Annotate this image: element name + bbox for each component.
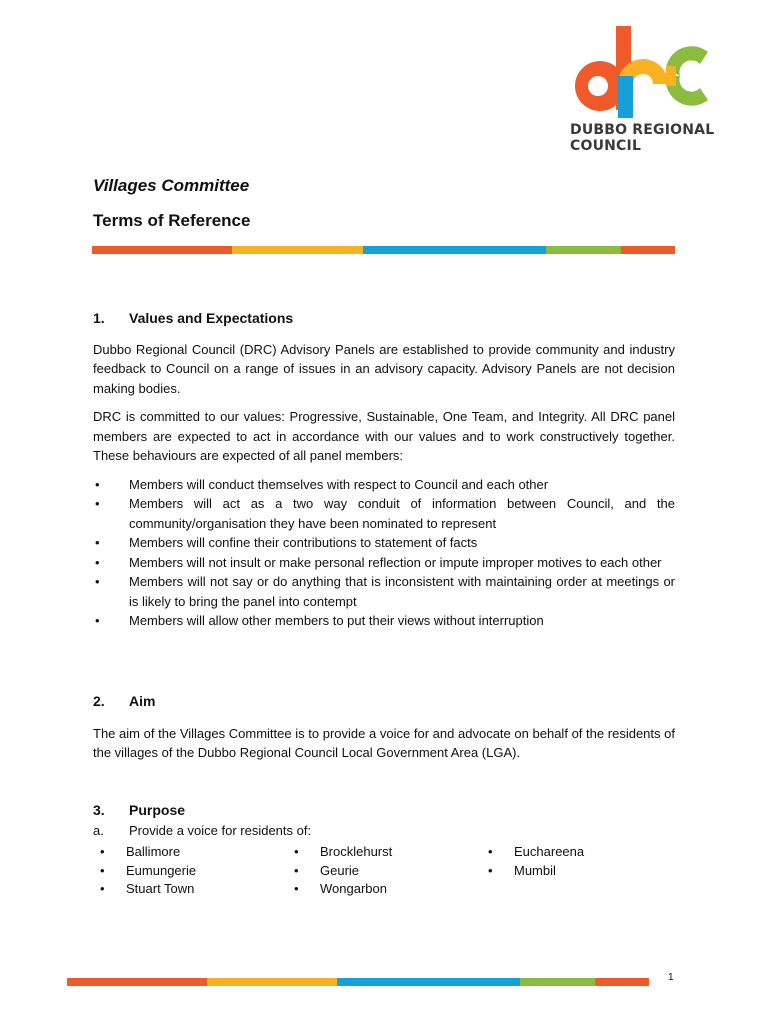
- section-title: Aim: [129, 693, 156, 709]
- section-heading: [93, 801, 675, 821]
- page-number: 1: [668, 972, 674, 983]
- drc-logo: [568, 26, 716, 154]
- section-number: 2.: [93, 693, 105, 709]
- village-item: • Stuart Town: [100, 880, 294, 899]
- logo-wordmark: [570, 122, 716, 154]
- logo-line-2: COUNCIL: [570, 138, 642, 154]
- list-item: • Members will allow other members to put their views without interruption: [93, 611, 675, 631]
- village-item: • Ballimore: [100, 843, 294, 862]
- section-values: [93, 309, 675, 631]
- paragraph: Dubbo Regional Council (DRC) Advisory Panels are established to provide community and industry feedback to Council on a range of issues in an advisory capacity. Advisory Panels are not decision making bodies.: [93, 341, 675, 396]
- section-number: 1.: [93, 310, 105, 326]
- section-heading: [93, 309, 675, 329]
- document-title: Villages Committee: [93, 176, 250, 195]
- villages-list: [100, 843, 648, 899]
- village-item: • Geurie: [294, 862, 488, 881]
- footer-color-stripe: [67, 978, 649, 986]
- list-item: • Members will not say or do anything that is inconsistent with maintaining order at meetings or is likely to bring the panel into contempt: [93, 572, 675, 611]
- expectations-list: [93, 475, 675, 631]
- list-item: • Members will conduct themselves with respect to Council and each other: [93, 475, 675, 495]
- paragraph: The aim of the Villages Committee is to provide a voice for and advocate on behalf of the residents of the villages of the Dubbo Regional Council Local Government Area (LGA).: [93, 725, 675, 760]
- section-aim: [93, 692, 675, 763]
- section-heading: [93, 692, 675, 712]
- village-item: • Brocklehurst: [294, 843, 488, 862]
- village-name: Stuart Town: [126, 881, 195, 896]
- village-item: • Mumbil: [488, 862, 648, 881]
- village-item: • Eumungerie: [100, 862, 294, 881]
- document-subtitle: Terms of Reference: [93, 211, 251, 230]
- village-name: Brocklehurst: [320, 844, 393, 859]
- section-title: Purpose: [129, 802, 186, 818]
- list-item: • Members will confine their contributions to statement of facts: [93, 533, 675, 553]
- section-title: Values and Expectations: [129, 310, 294, 326]
- list-item: • Members will not insult or make personal reflection or impute improper motives to each other: [93, 553, 675, 573]
- village-name: Eumungerie: [126, 862, 197, 878]
- logo-line-1: DUBBO REGIONAL: [570, 122, 715, 138]
- village-name: Geurie: [320, 862, 360, 878]
- header-color-stripe: [92, 246, 675, 254]
- drc-logo-icon: [568, 26, 712, 118]
- village-name: Wongarbon: [320, 881, 387, 896]
- village-name: Mumbil: [514, 862, 556, 878]
- village-name: Euchareena: [514, 844, 585, 859]
- section-purpose: [93, 801, 675, 840]
- item-letter: a.: [93, 822, 104, 838]
- item-text: Provide a voice for residents of:: [129, 822, 312, 838]
- village-name: Ballimore: [126, 844, 181, 859]
- paragraph: DRC is committed to our values: Progressive, Sustainable, One Team, and Integrity. All DRC panel members are expected to act in accordance with our values and to work constructively together. These behaviours are expected of all panel members:: [93, 409, 675, 463]
- village-item: • Wongarbon: [294, 880, 488, 899]
- purpose-item: [93, 821, 675, 841]
- village-item: • Euchareena: [488, 843, 648, 862]
- list-item: • Members will act as a two way conduit of information between Council, and the community/organisation they have been nominated to represent: [93, 494, 675, 533]
- section-number: 3.: [93, 802, 105, 818]
